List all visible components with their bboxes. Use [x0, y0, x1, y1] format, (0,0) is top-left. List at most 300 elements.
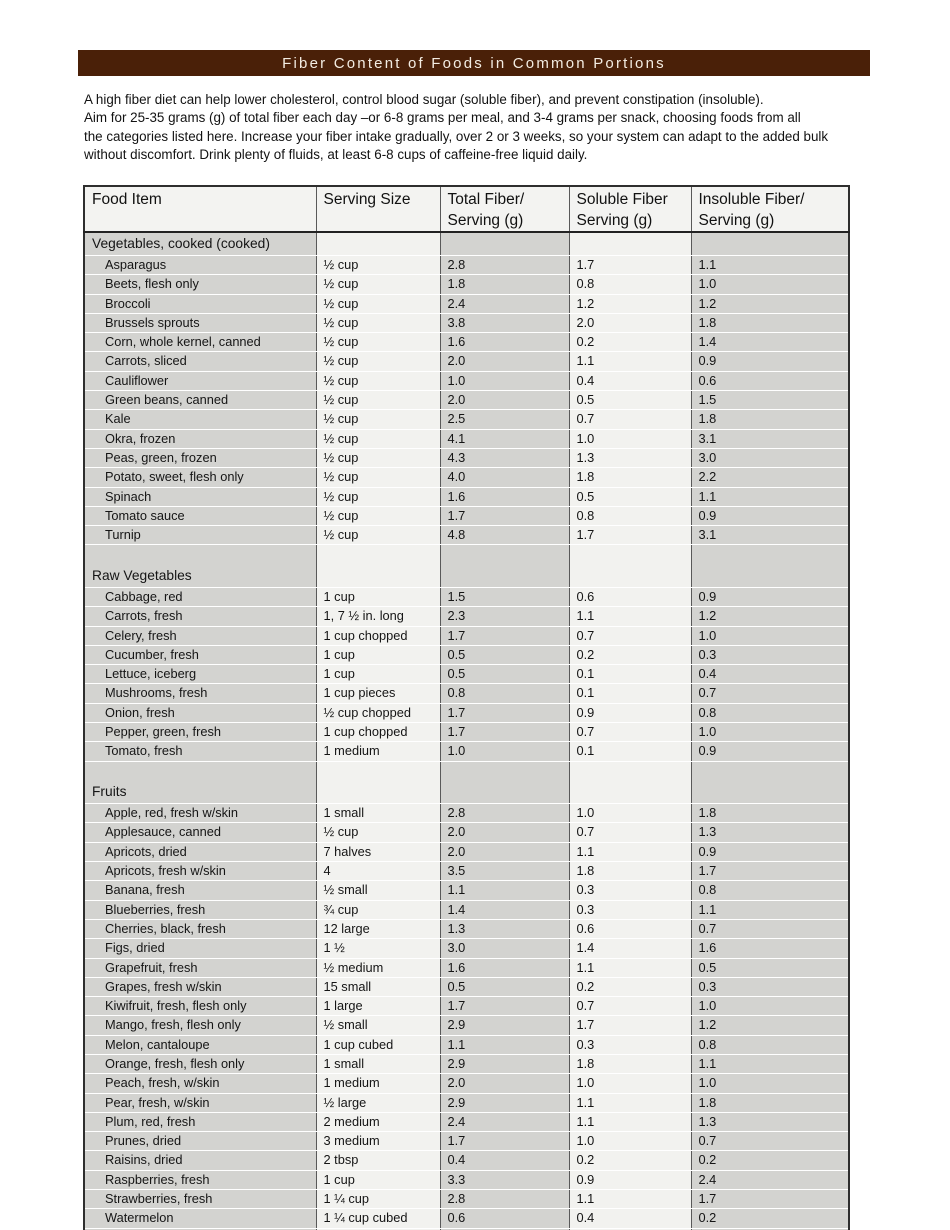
- insoluble-fiber-cell: 0.9: [691, 742, 849, 761]
- serving-size-cell: ½ cup: [316, 391, 440, 410]
- page-title: Fiber Content of Foods in Common Portions: [282, 54, 666, 72]
- serving-size-cell: ½ cup: [316, 487, 440, 506]
- serving-size-cell: ½ cup: [316, 410, 440, 429]
- food-item-cell: Beets, flesh only: [84, 275, 316, 294]
- serving-size-cell: ½ cup: [316, 506, 440, 525]
- food-item-cell: Carrots, fresh: [84, 607, 316, 626]
- total-fiber-cell: 3.3: [440, 1170, 569, 1189]
- insoluble-fiber-cell: 1.0: [691, 1074, 849, 1093]
- soluble-fiber-cell: 2.0: [569, 313, 691, 332]
- serving-size-cell: ½ small: [316, 1016, 440, 1035]
- serving-size-cell: ½ cup: [316, 468, 440, 487]
- serving-size-cell: ½ cup: [316, 371, 440, 390]
- empty-cell: [569, 565, 691, 588]
- serving-size-cell: ½ medium: [316, 958, 440, 977]
- soluble-fiber-cell: 1.0: [569, 1132, 691, 1151]
- total-fiber-cell: 4.3: [440, 448, 569, 467]
- intro-line: A high fiber diet can help lower cholesterol, control blood sugar (soluble fiber), and prevent constipation (insoluble).: [84, 92, 764, 107]
- food-item-cell: Okra, frozen: [84, 429, 316, 448]
- table-row: [84, 958, 849, 977]
- serving-size-cell: 1 cup: [316, 587, 440, 606]
- insoluble-fiber-cell: 1.0: [691, 997, 849, 1016]
- food-item-cell: Cauliflower: [84, 371, 316, 390]
- table-row: [84, 939, 849, 958]
- soluble-fiber-cell: 0.5: [569, 487, 691, 506]
- soluble-fiber-cell: 1.3: [569, 448, 691, 467]
- table-row: [84, 1170, 849, 1189]
- soluble-fiber-cell: 0.8: [569, 506, 691, 525]
- serving-size-cell: ¾ cup: [316, 900, 440, 919]
- total-fiber-cell: 0.8: [440, 684, 569, 703]
- insoluble-fiber-cell: 0.5: [691, 958, 849, 977]
- total-fiber-cell: 0.5: [440, 977, 569, 996]
- insoluble-fiber-cell: 0.7: [691, 684, 849, 703]
- serving-size-cell: 1 small: [316, 804, 440, 823]
- table-row: [84, 862, 849, 881]
- insoluble-fiber-cell: 0.7: [691, 1132, 849, 1151]
- soluble-fiber-cell: 1.2: [569, 294, 691, 313]
- food-item-cell: Strawberries, fresh: [84, 1190, 316, 1209]
- table-header-row: [84, 186, 849, 232]
- serving-size-cell: ½ cup chopped: [316, 703, 440, 722]
- table-row: [84, 1190, 849, 1209]
- soluble-fiber-cell: 0.7: [569, 997, 691, 1016]
- serving-size-cell: 1 cup chopped: [316, 626, 440, 645]
- soluble-fiber-cell: 1.0: [569, 1074, 691, 1093]
- empty-cell: [569, 761, 691, 781]
- soluble-fiber-cell: 1.1: [569, 607, 691, 626]
- food-item-cell: Carrots, sliced: [84, 352, 316, 371]
- empty-cell: [691, 232, 849, 256]
- soluble-fiber-cell: 0.6: [569, 919, 691, 938]
- empty-cell: [569, 545, 691, 565]
- serving-size-cell: 1 cup: [316, 645, 440, 664]
- header-line: Serving Size: [323, 191, 411, 208]
- serving-size-cell: 1 ¼ cup cubed: [316, 1209, 440, 1228]
- food-item-cell: Orange, fresh, flesh only: [84, 1054, 316, 1073]
- soluble-fiber-cell: 0.3: [569, 900, 691, 919]
- table-row: [84, 1093, 849, 1112]
- soluble-fiber-cell: 1.8: [569, 468, 691, 487]
- total-fiber-cell: 2.0: [440, 1074, 569, 1093]
- serving-size-cell: 1 medium: [316, 742, 440, 761]
- soluble-fiber-cell: 0.9: [569, 703, 691, 722]
- insoluble-fiber-cell: 1.1: [691, 487, 849, 506]
- empty-cell: [440, 232, 569, 256]
- empty-cell: [440, 545, 569, 565]
- spacer-row: [84, 761, 849, 781]
- table-row: [84, 1112, 849, 1131]
- header-line: Food Item: [92, 191, 162, 208]
- insoluble-fiber-cell: 1.1: [691, 900, 849, 919]
- food-item-cell: Apricots, fresh w/skin: [84, 862, 316, 881]
- table-row: [84, 352, 849, 371]
- total-fiber-cell: 2.5: [440, 410, 569, 429]
- intro-line: without discomfort. Drink plenty of fluids, at least 6-8 cups of caffeine-free liquid daily.: [84, 147, 588, 163]
- total-fiber-cell: 2.8: [440, 256, 569, 275]
- soluble-fiber-cell: 0.2: [569, 1151, 691, 1170]
- total-fiber-cell: 0.6: [440, 1209, 569, 1228]
- category-label: Vegetables, cooked (cooked): [84, 232, 316, 256]
- food-item-cell: Grapefruit, fresh: [84, 958, 316, 977]
- table-row: [84, 506, 849, 525]
- insoluble-fiber-cell: 0.4: [691, 665, 849, 684]
- soluble-fiber-cell: 0.2: [569, 977, 691, 996]
- food-item-cell: Pepper, green, fresh: [84, 723, 316, 742]
- food-item-cell: Figs, dried: [84, 939, 316, 958]
- table-row: [84, 703, 849, 722]
- serving-size-cell: 1 cup: [316, 665, 440, 684]
- insoluble-fiber-cell: 1.4: [691, 333, 849, 352]
- food-item-cell: Banana, fresh: [84, 881, 316, 900]
- soluble-fiber-cell: 0.7: [569, 626, 691, 645]
- insoluble-fiber-cell: 0.9: [691, 506, 849, 525]
- total-fiber-cell: 2.0: [440, 391, 569, 410]
- food-item-cell: Grapes, fresh w/skin: [84, 977, 316, 996]
- table-row: [84, 842, 849, 861]
- total-fiber-cell: 2.4: [440, 1112, 569, 1131]
- header-line: Total Fiber/: [447, 191, 525, 208]
- soluble-fiber-cell: 0.2: [569, 645, 691, 664]
- total-fiber-cell: 0.4: [440, 1151, 569, 1170]
- soluble-fiber-cell: 0.7: [569, 410, 691, 429]
- soluble-fiber-cell: 1.8: [569, 1054, 691, 1073]
- food-item-cell: Onion, fresh: [84, 703, 316, 722]
- insoluble-fiber-cell: 2.4: [691, 1170, 849, 1189]
- empty-cell: [316, 545, 440, 565]
- total-fiber-cell: 4.1: [440, 429, 569, 448]
- food-item-cell: Tomato sauce: [84, 506, 316, 525]
- food-item-cell: Blueberries, fresh: [84, 900, 316, 919]
- food-item-cell: Plum, red, fresh: [84, 1112, 316, 1131]
- food-item-cell: Potato, sweet, flesh only: [84, 468, 316, 487]
- food-item-cell: Lettuce, iceberg: [84, 665, 316, 684]
- insoluble-fiber-cell: 0.2: [691, 1151, 849, 1170]
- soluble-fiber-cell: 0.6: [569, 587, 691, 606]
- soluble-fiber-cell: 0.1: [569, 684, 691, 703]
- header-food-item: [84, 186, 316, 232]
- insoluble-fiber-cell: 0.9: [691, 842, 849, 861]
- insoluble-fiber-cell: 1.8: [691, 1093, 849, 1112]
- insoluble-fiber-cell: 0.3: [691, 977, 849, 996]
- total-fiber-cell: 2.3: [440, 607, 569, 626]
- insoluble-fiber-cell: 1.1: [691, 1054, 849, 1073]
- category-label: Fruits: [84, 781, 316, 804]
- total-fiber-cell: 1.4: [440, 900, 569, 919]
- fiber-table-body: [84, 232, 849, 1230]
- total-fiber-cell: 1.1: [440, 1035, 569, 1054]
- table-row: [84, 1054, 849, 1073]
- soluble-fiber-cell: 0.7: [569, 823, 691, 842]
- insoluble-fiber-cell: 0.2: [691, 1209, 849, 1228]
- soluble-fiber-cell: 1.1: [569, 352, 691, 371]
- serving-size-cell: ½ cup: [316, 823, 440, 842]
- soluble-fiber-cell: 0.1: [569, 742, 691, 761]
- food-item-cell: Peas, green, frozen: [84, 448, 316, 467]
- table-row: [84, 823, 849, 842]
- empty-cell: [84, 761, 316, 781]
- table-row: [84, 294, 849, 313]
- total-fiber-cell: 1.6: [440, 487, 569, 506]
- soluble-fiber-cell: 1.7: [569, 1016, 691, 1035]
- insoluble-fiber-cell: 1.0: [691, 275, 849, 294]
- serving-size-cell: ½ small: [316, 881, 440, 900]
- empty-cell: [84, 545, 316, 565]
- food-item-cell: Applesauce, canned: [84, 823, 316, 842]
- food-item-cell: Raspberries, fresh: [84, 1170, 316, 1189]
- insoluble-fiber-cell: 1.6: [691, 939, 849, 958]
- total-fiber-cell: 1.7: [440, 626, 569, 645]
- empty-cell: [440, 781, 569, 804]
- empty-cell: [691, 565, 849, 588]
- total-fiber-cell: 4.8: [440, 526, 569, 545]
- table-row: [84, 977, 849, 996]
- food-item-cell: Asparagus: [84, 256, 316, 275]
- insoluble-fiber-cell: 3.0: [691, 448, 849, 467]
- soluble-fiber-cell: 0.3: [569, 1035, 691, 1054]
- total-fiber-cell: 1.8: [440, 275, 569, 294]
- table-row: [84, 333, 849, 352]
- food-item-cell: Turnip: [84, 526, 316, 545]
- food-item-cell: Kale: [84, 410, 316, 429]
- food-item-cell: Corn, whole kernel, canned: [84, 333, 316, 352]
- header-line: Serving (g): [698, 212, 775, 229]
- soluble-fiber-cell: 1.8: [569, 862, 691, 881]
- table-row: [84, 900, 849, 919]
- insoluble-fiber-cell: 3.1: [691, 526, 849, 545]
- food-item-cell: Green beans, canned: [84, 391, 316, 410]
- total-fiber-cell: 1.7: [440, 723, 569, 742]
- food-item-cell: Broccoli: [84, 294, 316, 313]
- soluble-fiber-cell: 1.1: [569, 958, 691, 977]
- soluble-fiber-cell: 1.7: [569, 256, 691, 275]
- insoluble-fiber-cell: 1.5: [691, 391, 849, 410]
- table-row: [84, 429, 849, 448]
- table-row: [84, 1151, 849, 1170]
- spacer-row: [84, 545, 849, 565]
- serving-size-cell: ½ cup: [316, 448, 440, 467]
- header-soluble-fiber: [569, 186, 691, 232]
- food-item-cell: Apple, red, fresh w/skin: [84, 804, 316, 823]
- total-fiber-cell: 0.5: [440, 645, 569, 664]
- soluble-fiber-cell: 0.7: [569, 723, 691, 742]
- empty-cell: [316, 761, 440, 781]
- food-item-cell: Spinach: [84, 487, 316, 506]
- table-row: [84, 684, 849, 703]
- total-fiber-cell: 2.9: [440, 1016, 569, 1035]
- total-fiber-cell: 2.8: [440, 1190, 569, 1209]
- insoluble-fiber-cell: 1.0: [691, 626, 849, 645]
- insoluble-fiber-cell: 2.2: [691, 468, 849, 487]
- serving-size-cell: ½ cup: [316, 526, 440, 545]
- total-fiber-cell: 1.5: [440, 587, 569, 606]
- total-fiber-cell: 2.0: [440, 823, 569, 842]
- total-fiber-cell: 0.5: [440, 665, 569, 684]
- food-item-cell: Apricots, dried: [84, 842, 316, 861]
- intro-paragraph: [84, 91, 828, 165]
- total-fiber-cell: 1.7: [440, 997, 569, 1016]
- intro-line: the categories listed here. Increase your fiber intake gradually, over 2 or 3 weeks, so your system can adapt to the added bulk: [84, 128, 829, 144]
- serving-size-cell: 1 small: [316, 1054, 440, 1073]
- total-fiber-cell: 2.8: [440, 804, 569, 823]
- total-fiber-cell: 1.7: [440, 703, 569, 722]
- category-row: [84, 781, 849, 804]
- serving-size-cell: 1, 7 ½ in. long: [316, 607, 440, 626]
- table-row: [84, 645, 849, 664]
- serving-size-cell: ½ cup: [316, 275, 440, 294]
- table-row: [84, 468, 849, 487]
- empty-cell: [569, 781, 691, 804]
- table-row: [84, 526, 849, 545]
- table-row: [84, 881, 849, 900]
- empty-cell: [691, 781, 849, 804]
- food-item-cell: Celery, fresh: [84, 626, 316, 645]
- header-line: Serving (g): [576, 212, 653, 229]
- header-total-fiber: [440, 186, 569, 232]
- insoluble-fiber-cell: 1.2: [691, 294, 849, 313]
- serving-size-cell: ½ cup: [316, 333, 440, 352]
- insoluble-fiber-cell: 1.3: [691, 1112, 849, 1131]
- serving-size-cell: ½ cup: [316, 429, 440, 448]
- table-row: [84, 723, 849, 742]
- insoluble-fiber-cell: 0.8: [691, 703, 849, 722]
- serving-size-cell: 3 medium: [316, 1132, 440, 1151]
- table-row: [84, 275, 849, 294]
- insoluble-fiber-cell: 1.2: [691, 1016, 849, 1035]
- table-row: [84, 1132, 849, 1151]
- table-row: [84, 587, 849, 606]
- serving-size-cell: 1 cup pieces: [316, 684, 440, 703]
- total-fiber-cell: 2.4: [440, 294, 569, 313]
- total-fiber-cell: 1.3: [440, 919, 569, 938]
- serving-size-cell: 15 small: [316, 977, 440, 996]
- total-fiber-cell: 1.7: [440, 1132, 569, 1151]
- insoluble-fiber-cell: 1.2: [691, 607, 849, 626]
- empty-cell: [691, 761, 849, 781]
- table-row: [84, 256, 849, 275]
- total-fiber-cell: 2.9: [440, 1093, 569, 1112]
- soluble-fiber-cell: 0.4: [569, 371, 691, 390]
- food-item-cell: Kiwifruit, fresh, flesh only: [84, 997, 316, 1016]
- header-line: Insoluble Fiber/: [698, 191, 805, 208]
- soluble-fiber-cell: 1.1: [569, 1190, 691, 1209]
- insoluble-fiber-cell: 1.7: [691, 1190, 849, 1209]
- food-item-cell: Prunes, dried: [84, 1132, 316, 1151]
- header-line: Serving (g): [447, 212, 524, 229]
- table-row: [84, 448, 849, 467]
- serving-size-cell: 1 cup chopped: [316, 723, 440, 742]
- total-fiber-cell: 3.8: [440, 313, 569, 332]
- insoluble-fiber-cell: 1.8: [691, 804, 849, 823]
- food-item-cell: Brussels sprouts: [84, 313, 316, 332]
- empty-cell: [316, 781, 440, 804]
- insoluble-fiber-cell: 0.8: [691, 881, 849, 900]
- table-row: [84, 804, 849, 823]
- serving-size-cell: 4: [316, 862, 440, 881]
- soluble-fiber-cell: 0.8: [569, 275, 691, 294]
- total-fiber-cell: 2.0: [440, 352, 569, 371]
- table-row: [84, 919, 849, 938]
- soluble-fiber-cell: 0.3: [569, 881, 691, 900]
- soluble-fiber-cell: 0.2: [569, 333, 691, 352]
- serving-size-cell: 1 cup cubed: [316, 1035, 440, 1054]
- insoluble-fiber-cell: 3.1: [691, 429, 849, 448]
- food-item-cell: Cucumber, fresh: [84, 645, 316, 664]
- soluble-fiber-cell: 0.1: [569, 665, 691, 684]
- table-row: [84, 1016, 849, 1035]
- total-fiber-cell: 3.5: [440, 862, 569, 881]
- table-row: [84, 1074, 849, 1093]
- serving-size-cell: 2 medium: [316, 1112, 440, 1131]
- insoluble-fiber-cell: 0.3: [691, 645, 849, 664]
- food-item-cell: Peach, fresh, w/skin: [84, 1074, 316, 1093]
- serving-size-cell: 7 halves: [316, 842, 440, 861]
- insoluble-fiber-cell: 1.0: [691, 723, 849, 742]
- table-row: [84, 1209, 849, 1228]
- empty-cell: [440, 761, 569, 781]
- serving-size-cell: ½ cup: [316, 313, 440, 332]
- table-row: [84, 1035, 849, 1054]
- soluble-fiber-cell: 1.0: [569, 429, 691, 448]
- insoluble-fiber-cell: 1.8: [691, 313, 849, 332]
- food-item-cell: Pear, fresh, w/skin: [84, 1093, 316, 1112]
- total-fiber-cell: 2.0: [440, 842, 569, 861]
- empty-cell: [440, 565, 569, 588]
- total-fiber-cell: 4.0: [440, 468, 569, 487]
- serving-size-cell: ½ large: [316, 1093, 440, 1112]
- soluble-fiber-cell: 1.0: [569, 804, 691, 823]
- insoluble-fiber-cell: 1.8: [691, 410, 849, 429]
- empty-cell: [316, 232, 440, 256]
- empty-cell: [569, 232, 691, 256]
- food-item-cell: Melon, cantaloupe: [84, 1035, 316, 1054]
- table-row: [84, 410, 849, 429]
- soluble-fiber-cell: 1.1: [569, 842, 691, 861]
- title-banner: [78, 50, 870, 76]
- intro-line: Aim for 25-35 grams (g) of total fiber each day –or 6-8 grams per meal, and 3-4 grams per snack, choosing foods from all: [84, 110, 801, 126]
- food-item-cell: Raisins, dried: [84, 1151, 316, 1170]
- total-fiber-cell: 3.0: [440, 939, 569, 958]
- total-fiber-cell: 1.0: [440, 742, 569, 761]
- insoluble-fiber-cell: 0.9: [691, 587, 849, 606]
- soluble-fiber-cell: 0.9: [569, 1170, 691, 1189]
- header-serving-size: [316, 186, 440, 232]
- insoluble-fiber-cell: 0.9: [691, 352, 849, 371]
- total-fiber-cell: 2.9: [440, 1054, 569, 1073]
- food-item-cell: Mushrooms, fresh: [84, 684, 316, 703]
- header-line: Soluble Fiber: [576, 191, 668, 208]
- table-row: [84, 742, 849, 761]
- table-row: [84, 626, 849, 645]
- food-item-cell: Tomato, fresh: [84, 742, 316, 761]
- table-row: [84, 665, 849, 684]
- insoluble-fiber-cell: 1.7: [691, 862, 849, 881]
- insoluble-fiber-cell: 0.6: [691, 371, 849, 390]
- insoluble-fiber-cell: 1.1: [691, 256, 849, 275]
- category-label: Raw Vegetables: [84, 565, 316, 588]
- header-insoluble-fiber: [691, 186, 849, 232]
- soluble-fiber-cell: 1.4: [569, 939, 691, 958]
- table-row: [84, 487, 849, 506]
- table-row: [84, 313, 849, 332]
- category-row: [84, 565, 849, 588]
- serving-size-cell: ½ cup: [316, 294, 440, 313]
- serving-size-cell: 12 large: [316, 919, 440, 938]
- total-fiber-cell: 1.6: [440, 958, 569, 977]
- soluble-fiber-cell: 1.1: [569, 1112, 691, 1131]
- empty-cell: [316, 565, 440, 588]
- table-row: [84, 607, 849, 626]
